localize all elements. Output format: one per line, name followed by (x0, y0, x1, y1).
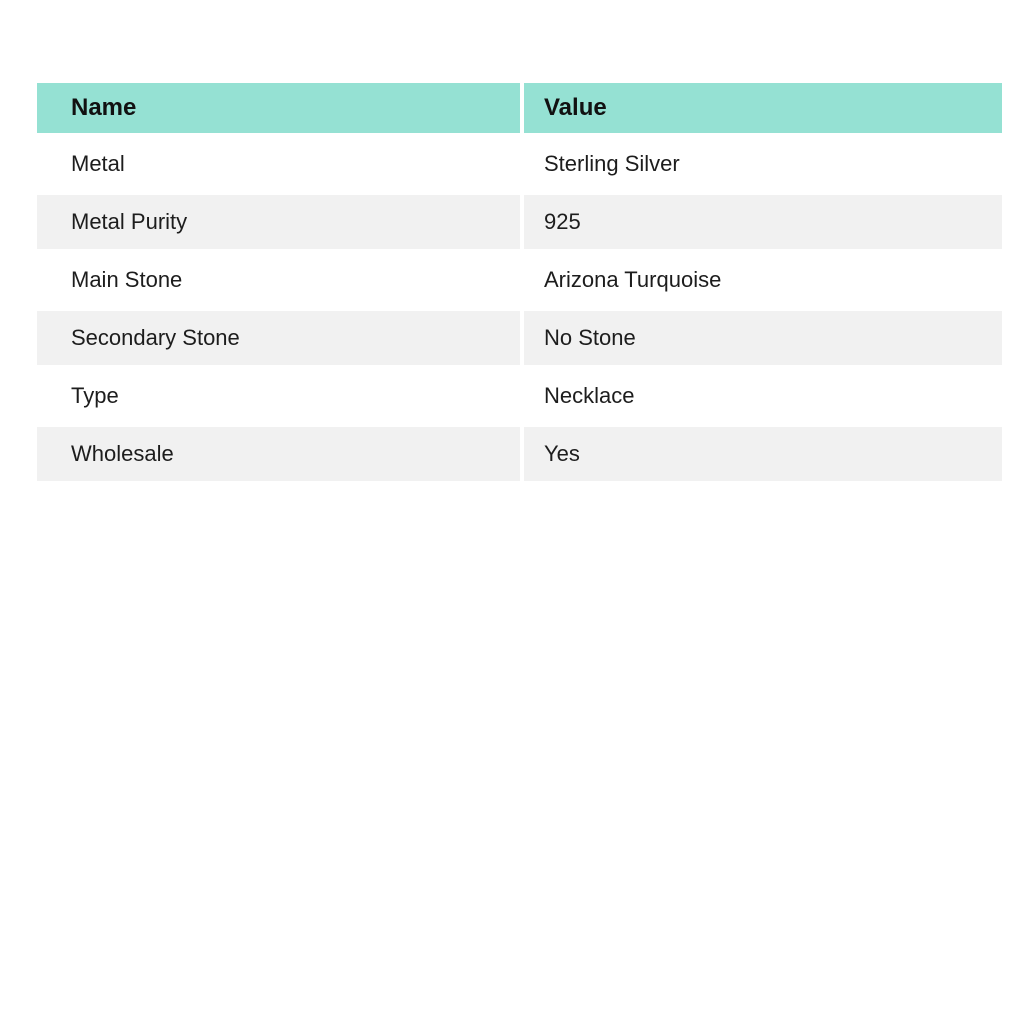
attribute-value-cell: Necklace (524, 369, 1002, 423)
table-row (37, 311, 1002, 365)
table-row (37, 369, 1002, 423)
product-attributes-table (33, 79, 1006, 485)
attribute-value-cell: Yes (524, 427, 1002, 481)
table-row (37, 195, 1002, 249)
attribute-name-cell: Type (37, 369, 520, 423)
column-header-name: Name (37, 83, 520, 133)
table-row (37, 427, 1002, 481)
attribute-name-cell: Metal (37, 137, 520, 191)
attribute-name-cell: Metal Purity (37, 195, 520, 249)
attribute-name-cell: Main Stone (37, 253, 520, 307)
table-row (37, 253, 1002, 307)
attribute-value-cell: Sterling Silver (524, 137, 1002, 191)
column-header-value: Value (524, 83, 1002, 133)
attribute-value-cell: 925 (524, 195, 1002, 249)
attribute-name-cell: Wholesale (37, 427, 520, 481)
attribute-value-cell: No Stone (524, 311, 1002, 365)
attribute-name-cell: Secondary Stone (37, 311, 520, 365)
table-header-row (37, 83, 1002, 133)
table-row (37, 137, 1002, 191)
attribute-value-cell: Arizona Turquoise (524, 253, 1002, 307)
